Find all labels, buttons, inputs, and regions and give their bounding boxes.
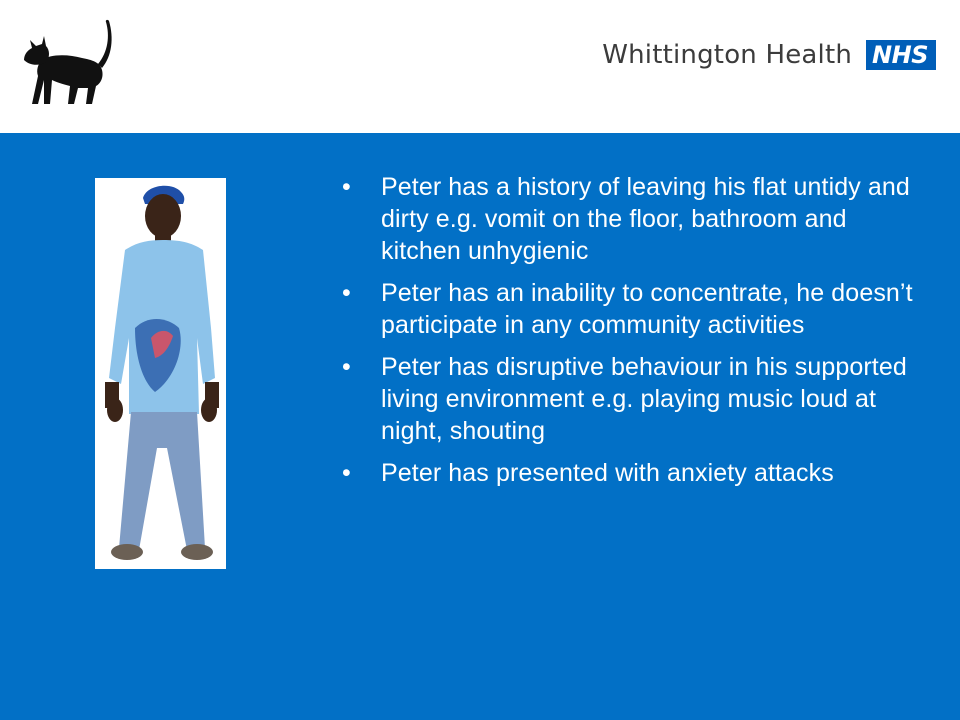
bullet-list: [340, 171, 920, 499]
bullet-item: • Peter has presented with anxiety attacks: [342, 459, 834, 487]
bullet-item: • Peter has disruptive behaviour in his supported living environment e.g. playing music loud at night, shouting: [342, 353, 907, 445]
black-cat-icon: [22, 18, 114, 110]
bullet-item: • Peter has an inability to concentrate, he doesn’t participate in any community activities: [342, 279, 913, 339]
slide-header: [0, 0, 960, 133]
slide-body: [0, 133, 960, 720]
whittington-health-logo: [602, 38, 936, 72]
young-man-standing-photo: [95, 178, 226, 569]
bullet-text: Peter has an inability to concentrate, he doesn’t participate in any community activities: [381, 279, 913, 339]
bullet-text: Peter has presented with anxiety attacks: [381, 459, 834, 487]
bullet-item: • Peter has a history of leaving his flat untidy and dirty e.g. vomit on the floor, bathroom and kitchen unhygienic: [342, 173, 910, 265]
bullet-text: Peter has a history of leaving his flat untidy and dirty e.g. vomit on the floor, bathroom and kitchen unhygienic: [381, 173, 910, 265]
brand-name: Whittington Health: [602, 40, 853, 70]
nhs-badge: NHS: [866, 40, 936, 70]
bullet-text: Peter has disruptive behaviour in his supported living environment e.g. playing music loud at night, shouting: [381, 353, 907, 445]
